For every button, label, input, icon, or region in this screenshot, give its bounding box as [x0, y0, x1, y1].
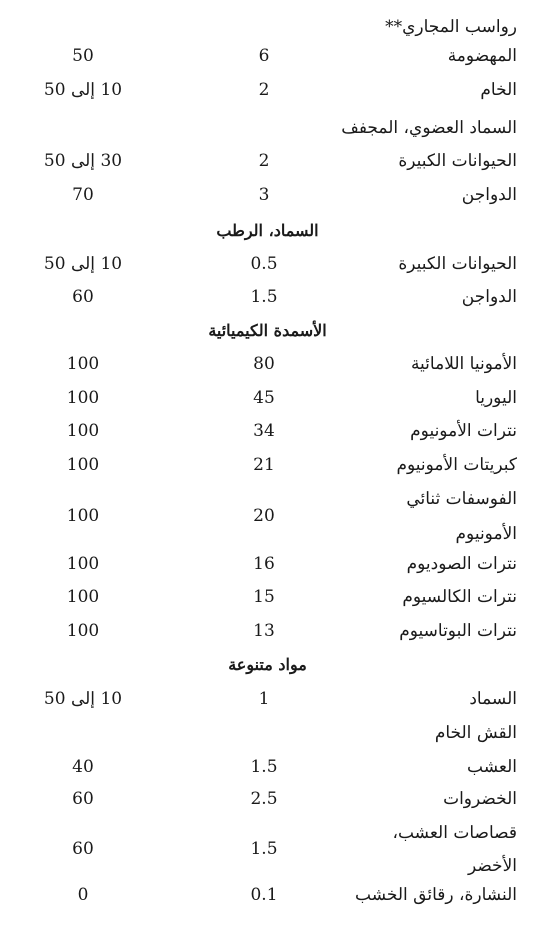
row-name: نترات الصوديوم	[406, 554, 517, 574]
nitrogen-value: 1.5	[250, 757, 278, 777]
nitrogen-value: 20	[253, 506, 275, 526]
percent-value: 10 إلى 50	[43, 689, 123, 709]
row-name: الحيوانات الكبيرة	[398, 254, 517, 274]
row-name: الخضروات	[443, 789, 517, 809]
row-name: العشب	[467, 757, 517, 777]
percent-value: 100	[66, 354, 100, 374]
row-name: نترات الأمونيوم	[410, 421, 517, 441]
row-name: الأمونيا اللامائية	[410, 354, 517, 374]
percent-value: 100	[66, 421, 100, 441]
row-name: اليوريا	[475, 388, 517, 408]
percent-value: 100	[66, 621, 100, 641]
nitrogen-value: 1.5	[250, 839, 278, 859]
row-name: رواسب المجاري**	[385, 17, 517, 37]
percent-value: 0	[77, 885, 89, 905]
percent-value: 40	[72, 757, 94, 777]
section-heading: الأسمدة الكيميائية	[208, 321, 327, 340]
row-name: الدواجن	[461, 185, 517, 205]
row-name: القش الخام	[434, 723, 517, 743]
nitrogen-value: 2	[258, 80, 270, 100]
row-name: السماد	[469, 689, 517, 709]
percent-value: 70	[72, 185, 94, 205]
percent-value: 100	[66, 388, 100, 408]
row-name: النشارة، رقائق الخشب	[355, 885, 517, 905]
row-name: الحيوانات الكبيرة	[398, 151, 517, 171]
nitrogen-value: 0.5	[250, 254, 278, 274]
nitrogen-value: 2.5	[250, 789, 278, 809]
percent-value: 60	[72, 839, 94, 859]
row-name: السماد العضوي، المجفف	[341, 118, 517, 138]
nitrogen-value: 13	[253, 621, 275, 641]
row-name: نترات البوتاسيوم	[399, 621, 517, 641]
nitrogen-value: 34	[253, 421, 275, 441]
percent-value: 10 إلى 50	[43, 80, 123, 100]
row-name: الدواجن	[461, 287, 517, 307]
section-heading: مواد متنوعة	[228, 655, 307, 674]
row-name: الفوسفات ثنائي	[406, 489, 517, 509]
row-name: المهضومة	[447, 46, 517, 66]
nitrogen-value: 15	[253, 587, 275, 607]
percent-value: 50	[72, 46, 94, 66]
row-name: نترات الكالسيوم	[402, 587, 517, 607]
row-name-continued: الأمونيوم	[455, 524, 517, 544]
percent-value: 60	[72, 789, 94, 809]
row-name-continued: الأخضر	[467, 856, 517, 876]
nitrogen-value: 16	[253, 554, 275, 574]
nitrogen-value: 45	[253, 388, 275, 408]
row-name: كبريتات الأمونيوم	[396, 455, 517, 475]
row-name: قصاصات العشب،	[392, 823, 517, 843]
percent-value: 100	[66, 554, 100, 574]
nitrogen-value: 1.5	[250, 287, 278, 307]
nitrogen-value: 1	[258, 689, 270, 709]
section-heading: السماد، الرطب	[216, 221, 319, 240]
percent-value: 100	[66, 587, 100, 607]
percent-value: 100	[66, 455, 100, 475]
nitrogen-value: 80	[253, 354, 275, 374]
nitrogen-value: 0.1	[250, 885, 278, 905]
nitrogen-value: 6	[258, 46, 270, 66]
nitrogen-value: 2	[258, 151, 270, 171]
percent-value: 100	[66, 506, 100, 526]
nitrogen-value: 3	[258, 185, 270, 205]
percent-value: 60	[72, 287, 94, 307]
percent-value: 30 إلى 50	[43, 151, 123, 171]
nitrogen-value: 21	[253, 455, 275, 475]
percent-value: 10 إلى 50	[43, 254, 123, 274]
row-name: الخام	[480, 80, 517, 100]
